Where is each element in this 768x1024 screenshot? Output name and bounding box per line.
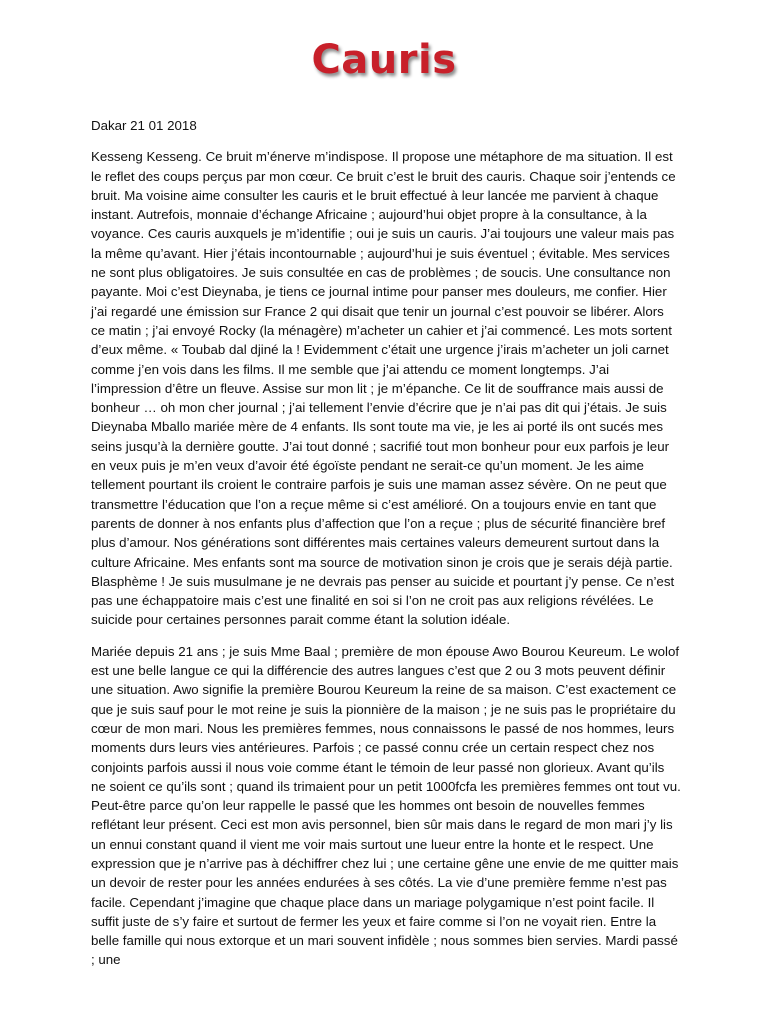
document-body: [91, 116, 681, 982]
paragraph-1: Kesseng Kesseng. Ce bruit m’énerve m’indispose. Il propose une métaphore de ma situation. Il est le reflet des coups perçus par mon cœur. Ce bruit c’est le bruit des cauris. Chaque soir j’entends ce bruit. Ma voisine aime consulter les cauris et le bruit effectué à leur lancée me parvient à chaque instant. Autrefois, monnaie d’échange Africaine ; aujourd’hui objet propre à la consultance, à la voyance. Ces cauris auxquels je m’identifie ; oui je suis un cauris. J’ai toujours une valeur mais pas la même qu’avant. Hier j’étais incontournable ; aujourd’hui je suis éventuel ; évitable. Mes services ne sont plus obligatoires. Je suis consultée en cas de problèmes ; de soucis. Une consultance non payante. Moi c’est Dieynaba, je tiens ce journal intime pour panser mes douleurs, me confier. Hier j’ai regardé une émission sur France 2 qui disait que tenir un journal c’est pouvoir se libérer. Alors ce matin ; j’ai envoyé Rocky (la ménagère) m’acheter un cahier et j’ai commencé. Les mots sortent d’eux même. « Toubab dal djiné la ! Evidemment c’était une urgence j’irais m’acheter un joli carnet comme j’en vois dans les films. Il me semble que j’ai attendu ce moment longtemps. J’ai l’impression d’être un fleuve. Assise sur mon lit ; je m’épanche. Ce lit de souffrance mais aussi de bonheur … oh mon cher journal ; j’ai tellement l’envie d’écrire que je n’ai pas dit qui j’étais. Je suis Dieynaba Mballo mariée mère de 4 enfants. Ils sont toute ma vie, je les ai porté ils ont sucés mes seins jusqu’à la dernière goutte. J’ai tout donné ; sacrifié tout mon bonheur pour eux parfois je leur en veux puis je m’en veux d’avoir été égoïste pendant ne serait-ce qu’un moment. Je les aime tellement pourtant ils croient le contraire parfois je suis une maman assez sévère. On ne peut que transmettre l’éducation que l’on a reçue même si c’est amélioré. On a toujours envie en tant que parents de donner à nos enfants plus d’affection que l’on a reçue ; plus de sécurité financière bref plus d’amour. Nos générations sont différentes mais certaines valeurs demeurent surtout dans la culture Africaine. Mes enfants sont ma source de motivation sinon je crois que je serais déjà partie. Blasphème ! Je suis musulmane je ne devrais pas penser au suicide et pourtant j’y pense. Ce n’est pas une échappatoire mais c’est une finalité en soi si l’on ne croit pas aux religions révélées. Le suicide pour certaines personnes parait comme étant la solution idéale.: [91, 149, 676, 628]
paragraph-2: Mariée depuis 21 ans ; je suis Mme Baal ; première de mon épouse Awo Bourou Keureum. Le wolof est une belle langue ce qui la différencie des autres langues c’est que 2 ou 3 mots peuvent définir une situation. Awo signifie la première Bourou Keureum la reine de sa maison. C’est exactement ce que je suis sauf pour le mot reine je suis la pionnière de la maison ; je ne suis pas le propriétaire du cœur de mon mari. Nous les premières femmes, nous connaissons le passé de nos hommes, leurs moments durs leurs vies antérieures. Parfois ; ce passé connu crée un certain respect chez nos conjoints parfois aussi il nous voie comme étant le témoin de leur passé non glorieux. Avant qu’ils ne soient ce qu’ils sont ; quand ils trimaient pour un petit 1000fcfa les premières femmes ont tout vu. Peut-être parce qu’on leur rappelle le passé que les hommes ont besoin de nouvelles femmes reflétant leur présent. Ceci est mon avis personnel, bien sûr mais dans le regard de mon mari j’y lis un ennui constant quand il vient me voir mais surtout une lueur entre la honte et le respect. Une expression que je n’arrive pas à déchiffrer chez lui ; une certaine gêne une envie de me quitter mais un devoir de rester pour les années endurées à ses côtés. La vie d’une première femme n’est pas facile. Cependant j’imagine que chaque place dans un mariage polygamique n’est point facile. Il suffit juste de s’y faire et surtout de fermer les yeux et faire comme si l’on ne voyait rien. Entre la belle famille qui nous extorque et un mari souvent infidèle ; nous sommes bien servies. Mardi passé ; une: [91, 643, 681, 968]
document-date: Dakar 21 01 2018: [91, 118, 197, 133]
document-title: Cauris: [311, 37, 457, 83]
